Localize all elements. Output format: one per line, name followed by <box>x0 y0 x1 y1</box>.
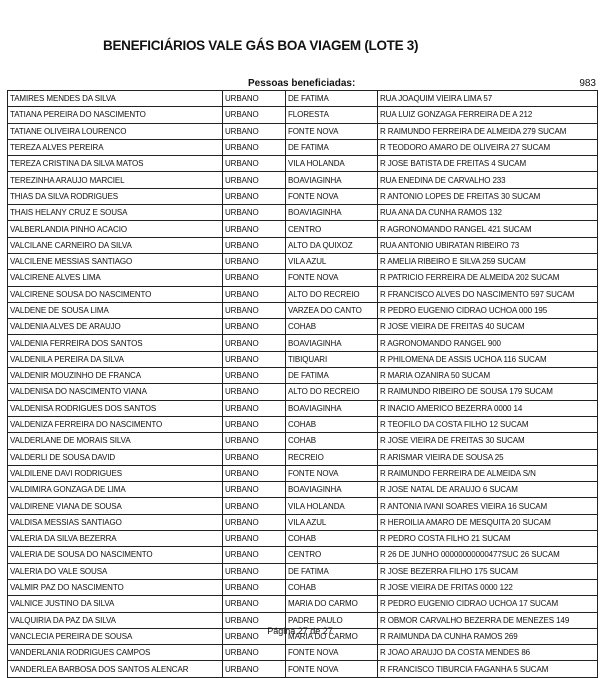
table-row <box>8 107 598 123</box>
beneficiary-name-cell: TATIANE OLIVEIRA LOURENCO <box>8 123 223 139</box>
address-cell: R PEDRO COSTA FILHO 21 SUCAM <box>378 531 598 547</box>
zone-cell: URBANO <box>223 319 286 335</box>
document-title: BENEFICIÁRIOS VALE GÁS BOA VIAGEM (LOTE 3) <box>103 38 419 53</box>
zone-cell: URBANO <box>223 514 286 530</box>
zone-cell: URBANO <box>223 547 286 563</box>
zone-cell: URBANO <box>223 400 286 416</box>
zone-cell: URBANO <box>223 172 286 188</box>
address-cell: R 26 DE JUNHO 00000000000477SUC 26 SUCAM <box>378 547 598 563</box>
beneficiary-name-cell: VALERIA DA SILVA BEZERRA <box>8 531 223 547</box>
address-cell: R MARIA OZANIRA 50 SUCAM <box>378 368 598 384</box>
neighborhood-cell: DE FATIMA <box>286 91 378 107</box>
neighborhood-cell: TIBIQUARI <box>286 351 378 367</box>
table-row <box>8 237 598 253</box>
address-cell: R ANTONIO LOPES DE FREITAS 30 SUCAM <box>378 188 598 204</box>
address-cell: R AGRONOMANDO RANGEL 900 <box>378 335 598 351</box>
zone-cell: URBANO <box>223 498 286 514</box>
zone-cell: URBANO <box>223 416 286 432</box>
zone-cell: URBANO <box>223 286 286 302</box>
table-row <box>8 531 598 547</box>
neighborhood-cell: BOAVIAGINHA <box>286 335 378 351</box>
beneficiary-name-cell: VALDENIR MOUZINHO DE FRANCA <box>8 368 223 384</box>
neighborhood-cell: DE FATIMA <box>286 139 378 155</box>
neighborhood-cell: VILA HOLANDA <box>286 498 378 514</box>
neighborhood-cell: FONTE NOVA <box>286 661 378 677</box>
neighborhood-cell: BOAVIAGINHA <box>286 482 378 498</box>
table-row <box>8 221 598 237</box>
zone-cell: URBANO <box>223 645 286 661</box>
address-cell: R JOSE VIEIRA DE FREITAS 30 SUCAM <box>378 433 598 449</box>
beneficiary-name-cell: VALERIA DE SOUSA DO NASCIMENTO <box>8 547 223 563</box>
table-row <box>8 172 598 188</box>
address-cell: R HEROILIA AMARO DE MESQUITA 20 SUCAM <box>378 514 598 530</box>
beneficiary-name-cell: VALBERLANDIA PINHO ACACIO <box>8 221 223 237</box>
neighborhood-cell: FONTE NOVA <box>286 188 378 204</box>
zone-cell: URBANO <box>223 596 286 612</box>
beneficiary-name-cell: VALDENISA DO NASCIMENTO VIANA <box>8 384 223 400</box>
zone-cell: URBANO <box>223 221 286 237</box>
address-cell: R JOSE VIEIRA DE FREITAS 40 SUCAM <box>378 319 598 335</box>
beneficiary-name-cell: VALDILENE DAVI RODRIGUES <box>8 465 223 481</box>
beneficiary-name-cell: VALDENE DE SOUSA LIMA <box>8 302 223 318</box>
neighborhood-cell: COHAB <box>286 319 378 335</box>
beneficiary-name-cell: THIAS DA SILVA RODRIGUES <box>8 188 223 204</box>
beneficiary-name-cell: VALDERLI DE SOUSA DAVID <box>8 449 223 465</box>
zone-cell: URBANO <box>223 335 286 351</box>
neighborhood-cell: VILA AZUL <box>286 514 378 530</box>
address-cell: R PHILOMENA DE ASSIS UCHOA 116 SUCAM <box>378 351 598 367</box>
address-cell: R OBMOR CARVALHO BEZERRA DE MENEZES 149 <box>378 612 598 628</box>
neighborhood-cell: RECREIO <box>286 449 378 465</box>
zone-cell: URBANO <box>223 563 286 579</box>
address-cell: R JOAO ARAUJO DA COSTA MENDES 86 <box>378 645 598 661</box>
neighborhood-cell: MARIA DO CARMO <box>286 628 378 644</box>
table-row <box>8 433 598 449</box>
neighborhood-cell: VARZEA DO CANTO <box>286 302 378 318</box>
table-row <box>8 368 598 384</box>
table-row <box>8 465 598 481</box>
address-cell: R JOSE NATAL DE ARAUJO 6 SUCAM <box>378 482 598 498</box>
beneficiary-name-cell: VALDENIA ALVES DE ARAUJO <box>8 319 223 335</box>
beneficiary-name-cell: VALNICE JUSTINO DA SILVA <box>8 596 223 612</box>
zone-cell: URBANO <box>223 253 286 269</box>
table-row <box>8 661 598 677</box>
address-cell: R RAIMUNDO FERREIRA DE ALMEIDA S/N <box>378 465 598 481</box>
zone-cell: URBANO <box>223 368 286 384</box>
table-row <box>8 139 598 155</box>
total-count: 983 <box>579 78 596 89</box>
beneficiary-name-cell: VALDENIA FERREIRA DOS SANTOS <box>8 335 223 351</box>
zone-cell: URBANO <box>223 107 286 123</box>
beneficiary-name-cell: VALDIMIRA GONZAGA DE LIMA <box>8 482 223 498</box>
zone-cell: URBANO <box>223 123 286 139</box>
table-row <box>8 335 598 351</box>
table-row <box>8 547 598 563</box>
table-row <box>8 123 598 139</box>
table-row <box>8 563 598 579</box>
zone-cell: URBANO <box>223 433 286 449</box>
table-row <box>8 514 598 530</box>
table-row <box>8 596 598 612</box>
address-cell: R ARISMAR VIEIRA DE SOUSA 25 <box>378 449 598 465</box>
page-footer: Página 27 de 27 <box>267 626 333 636</box>
table-row <box>8 188 598 204</box>
neighborhood-cell: ALTO DA QUIXOZ <box>286 237 378 253</box>
table-row <box>8 319 598 335</box>
zone-cell: URBANO <box>223 612 286 628</box>
beneficiary-name-cell: VALDENIZA FERREIRA DO NASCIMENTO <box>8 416 223 432</box>
neighborhood-cell: ALTO DO RECREIO <box>286 286 378 302</box>
zone-cell: URBANO <box>223 449 286 465</box>
zone-cell: URBANO <box>223 302 286 318</box>
table-row <box>8 449 598 465</box>
address-cell: R RAIMUNDO RIBEIRO DE SOUSA 179 SUCAM <box>378 384 598 400</box>
address-cell: R INACIO AMERICO BEZERRA 0000 14 <box>378 400 598 416</box>
address-cell: R JOSE BATISTA DE FREITAS 4 SUCAM <box>378 156 598 172</box>
table-row <box>8 482 598 498</box>
table-row <box>8 302 598 318</box>
zone-cell: URBANO <box>223 384 286 400</box>
neighborhood-cell: FONTE NOVA <box>286 270 378 286</box>
neighborhood-cell: PADRE PAULO <box>286 612 378 628</box>
neighborhood-cell: COHAB <box>286 531 378 547</box>
table-row <box>8 645 598 661</box>
address-cell: R RAIMUNDO FERREIRA DE ALMEIDA 279 SUCAM <box>378 123 598 139</box>
neighborhood-cell: FONTE NOVA <box>286 465 378 481</box>
neighborhood-cell: VILA AZUL <box>286 253 378 269</box>
table-row <box>8 156 598 172</box>
neighborhood-cell: BOAVIAGINHA <box>286 205 378 221</box>
beneficiary-name-cell: VALERIA DO VALE SOUSA <box>8 563 223 579</box>
beneficiaries-table <box>7 90 598 678</box>
neighborhood-cell: COHAB <box>286 433 378 449</box>
address-cell: RUA ENEDINA DE CARVALHO 233 <box>378 172 598 188</box>
beneficiary-name-cell: VALDERLANE DE MORAIS SILVA <box>8 433 223 449</box>
neighborhood-cell: FLORESTA <box>286 107 378 123</box>
zone-cell: URBANO <box>223 531 286 547</box>
beneficiary-name-cell: VANDERLANIA RODRIGUES CAMPOS <box>8 645 223 661</box>
address-cell: R TEOFILO DA COSTA FILHO 12 SUCAM <box>378 416 598 432</box>
neighborhood-cell: ALTO DO RECREIO <box>286 384 378 400</box>
table-row <box>8 351 598 367</box>
beneficiary-name-cell: TATIANA PEREIRA DO NASCIMENTO <box>8 107 223 123</box>
beneficiary-name-cell: VALCILENE MESSIAS SANTIAGO <box>8 253 223 269</box>
beneficiary-name-cell: VALDENILA PEREIRA DA SILVA <box>8 351 223 367</box>
address-cell: R FRANCISCO ALVES DO NASCIMENTO 597 SUCAM <box>378 286 598 302</box>
address-cell: R PEDRO EUGENIO CIDRAO UCHOA 17 SUCAM <box>378 596 598 612</box>
table-row <box>8 253 598 269</box>
address-cell: R PATRICIO FERREIRA DE ALMEIDA 202 SUCAM <box>378 270 598 286</box>
address-cell: R PEDRO EUGENIO CIDRAO UCHOA 000 195 <box>378 302 598 318</box>
beneficiary-name-cell: VALCIRENE ALVES LIMA <box>8 270 223 286</box>
address-cell: RUA JOAQUIM VIEIRA LIMA 57 <box>378 91 598 107</box>
address-cell: R TEODORO AMARO DE OLIVEIRA 27 SUCAM <box>378 139 598 155</box>
beneficiary-name-cell: TEREZINHA ARAUJO MARCIEL <box>8 172 223 188</box>
neighborhood-cell: CENTRO <box>286 221 378 237</box>
table-row <box>8 416 598 432</box>
table-row <box>8 91 598 107</box>
beneficiary-name-cell: VANCLECIA PEREIRA DE SOUSA <box>8 628 223 644</box>
address-cell: RUA ANA DA CUNHA RAMOS 132 <box>378 205 598 221</box>
neighborhood-cell: CENTRO <box>286 547 378 563</box>
table-row <box>8 498 598 514</box>
neighborhood-cell: COHAB <box>286 579 378 595</box>
zone-cell: URBANO <box>223 628 286 644</box>
table-row <box>8 384 598 400</box>
beneficiary-name-cell: TEREZA ALVES PEREIRA <box>8 139 223 155</box>
beneficiary-name-cell: VALQUIRIA DA PAZ DA SILVA <box>8 612 223 628</box>
zone-cell: URBANO <box>223 579 286 595</box>
neighborhood-cell: BOAVIAGINHA <box>286 400 378 416</box>
address-cell: R RAIMUNDA DA CUNHA RAMOS 269 <box>378 628 598 644</box>
address-cell: R ANTONIA IVANI SOARES VIEIRA 16 SUCAM <box>378 498 598 514</box>
address-cell: R AMELIA RIBEIRO E SILVA 259 SUCAM <box>378 253 598 269</box>
address-cell: R FRANCISCO TIBURCIA FAGANHA 5 SUCAM <box>378 661 598 677</box>
address-cell: RUA ANTONIO UBIRATAN RIBEIRO 73 <box>378 237 598 253</box>
beneficiary-name-cell: VALCIRENE SOUSA DO NASCIMENTO <box>8 286 223 302</box>
neighborhood-cell: DE FATIMA <box>286 563 378 579</box>
zone-cell: URBANO <box>223 156 286 172</box>
neighborhood-cell: DE FATIMA <box>286 368 378 384</box>
beneficiary-name-cell: TAMIRES MENDES DA SILVA <box>8 91 223 107</box>
address-cell: R AGRONOMANDO RANGEL 421 SUCAM <box>378 221 598 237</box>
address-cell: R JOSE VIEIRA DE FRITAS 0000 122 <box>378 579 598 595</box>
table-row <box>8 579 598 595</box>
beneficiary-name-cell: TEREZA CRISTINA DA SILVA MATOS <box>8 156 223 172</box>
table-row <box>8 270 598 286</box>
beneficiary-name-cell: VALCILANE CARNEIRO DA SILVA <box>8 237 223 253</box>
beneficiary-name-cell: VALDIRENE VIANA DE SOUSA <box>8 498 223 514</box>
table-row <box>8 286 598 302</box>
zone-cell: URBANO <box>223 237 286 253</box>
table-row <box>8 205 598 221</box>
beneficiary-name-cell: VALDENISA RODRIGUES DOS SANTOS <box>8 400 223 416</box>
zone-cell: URBANO <box>223 91 286 107</box>
zone-cell: URBANO <box>223 139 286 155</box>
address-cell: RUA LUIZ GONZAGA FERREIRA DE A 212 <box>378 107 598 123</box>
neighborhood-cell: FONTE NOVA <box>286 645 378 661</box>
neighborhood-cell: FONTE NOVA <box>286 123 378 139</box>
zone-cell: URBANO <box>223 482 286 498</box>
neighborhood-cell: COHAB <box>286 416 378 432</box>
address-cell: R JOSE BEZERRA FILHO 175 SUCAM <box>378 563 598 579</box>
neighborhood-cell: VILA HOLANDA <box>286 156 378 172</box>
beneficiary-name-cell: VANDERLEA BARBOSA DOS SANTOS ALENCAR <box>8 661 223 677</box>
neighborhood-cell: BOAVIAGINHA <box>286 172 378 188</box>
zone-cell: URBANO <box>223 270 286 286</box>
zone-cell: URBANO <box>223 465 286 481</box>
beneficiary-name-cell: THAIS HELANY CRUZ E SOUSA <box>8 205 223 221</box>
zone-cell: URBANO <box>223 351 286 367</box>
beneficiary-name-cell: VALMIR PAZ DO NASCIMENTO <box>8 579 223 595</box>
beneficiary-name-cell: VALDISA MESSIAS SANTIAGO <box>8 514 223 530</box>
beneficiaries-label: Pessoas beneficiadas: <box>248 78 356 89</box>
table-row <box>8 400 598 416</box>
zone-cell: URBANO <box>223 661 286 677</box>
zone-cell: URBANO <box>223 205 286 221</box>
neighborhood-cell: MARIA DO CARMO <box>286 596 378 612</box>
zone-cell: URBANO <box>223 188 286 204</box>
